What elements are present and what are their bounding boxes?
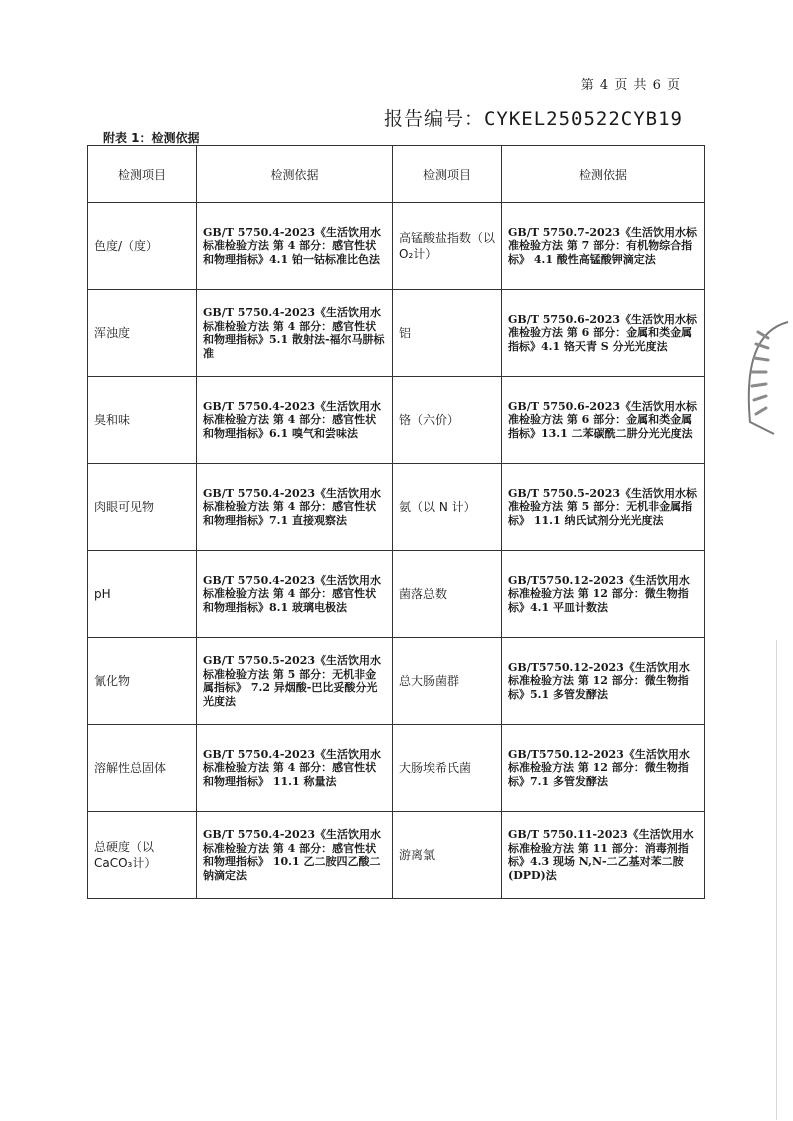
seal-stamp-icon [744,318,790,438]
basis-cell: GB/T 5750.5-2023《生活饮用水标准检验方法 第 5 部分：无机非金属指标》 7.2 异烟酸-巴比妥酸分光光度法 [197,638,393,725]
basis-cell: GB/T 5750.6-2023《生活饮用水标准检验方法 第 6 部分：金属和类金属指标》13.1 二苯碳酰二肼分光光度法 [502,377,705,464]
table-row [88,464,705,551]
item-cell: pH [88,551,197,638]
table-row [88,638,705,725]
item-cell: 溶解性总固体 [88,725,197,812]
item-cell: 臭和味 [88,377,197,464]
basis-cell: GB/T 5750.4-2023《生活饮用水标准检验方法 第 4 部分：感官性状和物理指标》5.1 散射法-福尔马肼标准 [197,290,393,377]
table-row [88,290,705,377]
basis-cell: GB/T 5750.11-2023《生活饮用水标准检验方法 第 11 部分：消毒剂指标》4.3 现场 N,N-二乙基对苯二胺(DPD)法 [502,812,705,899]
scan-edge-line [776,640,777,1120]
item-cell: 总大肠菌群 [393,638,502,725]
item-cell: 氰化物 [88,638,197,725]
item-cell: 总硬度（以 CaCO₃计） [88,812,197,899]
header-basis-2: 检测依据 [502,146,705,203]
page-number: 第 4 页 共 6 页 [580,78,681,93]
item-cell: 色度/（度） [88,203,197,290]
item-cell: 肉眼可见物 [88,464,197,551]
basis-cell: GB/T 5750.4-2023《生活饮用水标准检验方法 第 4 部分：感官性状和物理指标》 11.1 称量法 [197,725,393,812]
basis-cell: GB/T 5750.4-2023《生活饮用水标准检验方法 第 4 部分：感官性状和物理指标》7.1 直接观察法 [197,464,393,551]
table-header-row [88,146,705,203]
item-cell: 铬（六价） [393,377,502,464]
header-item-1: 检测项目 [88,146,197,203]
table-row [88,377,705,464]
basis-cell: GB/T 5750.4-2023《生活饮用水标准检验方法 第 4 部分：感官性状和物理指标》8.1 玻璃电极法 [197,551,393,638]
appendix-title: 附表 1：检测依据 [103,131,200,145]
item-cell: 铝 [393,290,502,377]
item-cell: 浑浊度 [88,290,197,377]
basis-cell: GB/T5750.12-2023《生活饮用水标准检验方法 第 12 部分：微生物指标》5.1 多管发酵法 [502,638,705,725]
item-cell: 氨（以 N 计） [393,464,502,551]
table-row [88,725,705,812]
seal-stamp [744,318,790,438]
item-cell: 游离氯 [393,812,502,899]
table-row [88,203,705,290]
table-row [88,812,705,899]
basis-cell: GB/T 5750.6-2023《生活饮用水标准检验方法 第 6 部分：金属和类金属指标》4.1 铬天青 S 分光光度法 [502,290,705,377]
table-row [88,551,705,638]
basis-cell: GB/T5750.12-2023《生活饮用水标准检验方法 第 12 部分：微生物指标》7.1 多管发酵法 [502,725,705,812]
item-cell: 菌落总数 [393,551,502,638]
item-cell: 大肠埃希氏菌 [393,725,502,812]
basis-cell: GB/T 5750.4-2023《生活饮用水标准检验方法 第 4 部分：感官性状和物理指标》 10.1 乙二胺四乙酸二钠滴定法 [197,812,393,899]
item-cell: 高锰酸盐指数（以O₂计） [393,203,502,290]
basis-cell: GB/T 5750.5-2023《生活饮用水标准检验方法 第 5 部分：无机非金属指标》 11.1 纳氏试剂分光光度法 [502,464,705,551]
header-basis-1: 检测依据 [197,146,393,203]
testing-basis-table [87,145,705,899]
header-item-2: 检测项目 [393,146,502,203]
report-number: 报告编号：CYKEL250522CYB19 [383,108,683,130]
basis-cell: GB/T 5750.7-2023《生活饮用水标准检验方法 第 7 部分：有机物综合指标》 4.1 酸性高锰酸钾滴定法 [502,203,705,290]
basis-cell: GB/T 5750.4-2023《生活饮用水标准检验方法 第 4 部分：感官性状和物理指标》6.1 嗅气和尝味法 [197,377,393,464]
basis-cell: GB/T 5750.4-2023《生活饮用水标准检验方法 第 4 部分：感官性状和物理指标》4.1 铂一钴标准比色法 [197,203,393,290]
basis-cell: GB/T5750.12-2023《生活饮用水标准检验方法 第 12 部分：微生物指标》4.1 平皿计数法 [502,551,705,638]
